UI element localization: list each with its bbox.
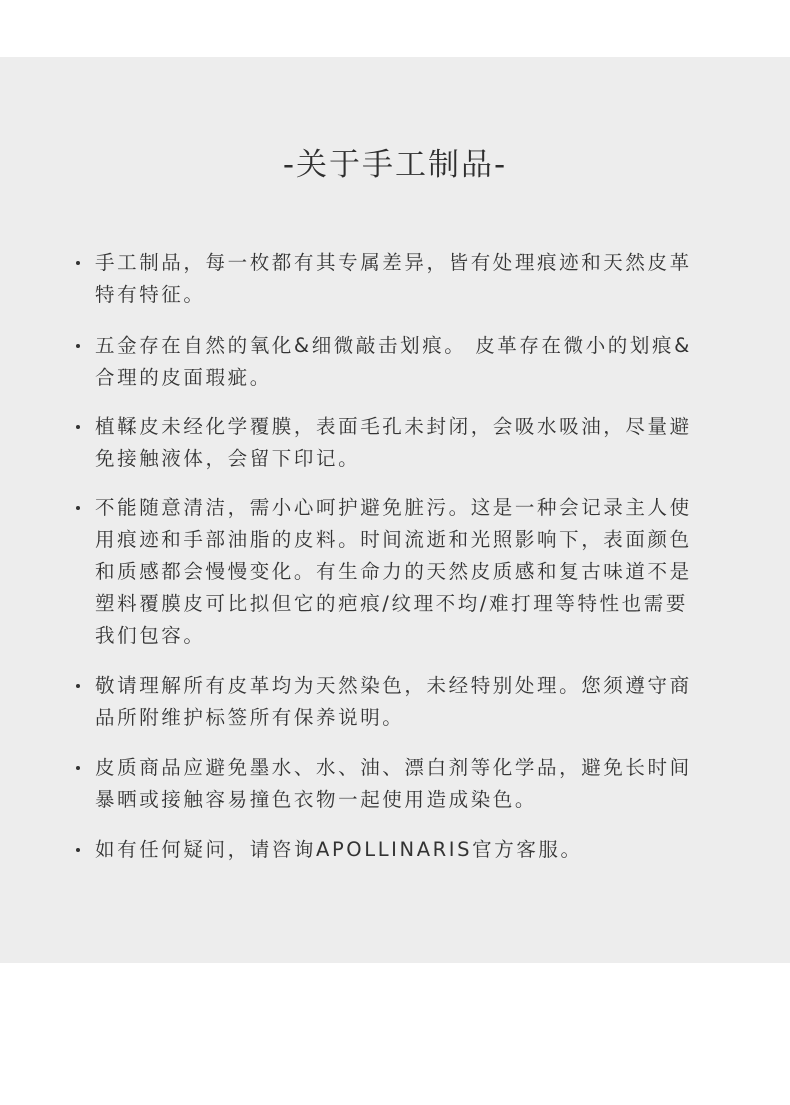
item-text-line: 不能随意清洁，需小心呵护避免脏污。这是一种会记录主人使 (95, 496, 692, 519)
item-text-line: 和质感都会慢慢变化。有生命力的天然皮质感和复古味道不是 (95, 560, 692, 583)
list-item (95, 411, 720, 475)
list-item (95, 492, 720, 652)
bullet-dot-icon (74, 330, 82, 362)
item-text-line: 敬请理解所有皮革均为天然染色，未经特别处理。您须遵守商 (95, 674, 692, 697)
bullet-dot-icon (74, 834, 82, 866)
section-title: -关于手工制品- (282, 147, 508, 183)
bullet-dot-icon (74, 670, 82, 702)
bullet-dot-icon (74, 492, 82, 524)
item-text-line: 品所附维护标签所有保养说明。 (95, 706, 405, 729)
item-text-line: 五金存在自然的氧化&细微敲击划痕。 皮革存在微小的划痕& (95, 334, 692, 357)
bullet-dot-icon (74, 752, 82, 784)
item-text-line: 皮质商品应避免墨水、水、油、漂白剂等化学品，避免长时间 (95, 756, 692, 779)
item-text-line: 用痕迹和手部油脂的皮料。时间流逝和光照影响下，表面颜色 (95, 528, 692, 551)
item-text-line: 塑料覆膜皮可比拟但它的疤痕/纹理不均/难打理等特性也需要 (95, 592, 688, 615)
list-item (95, 834, 720, 866)
item-text-line: 我们包容。 (95, 624, 206, 647)
item-text-line: 手工制品，每一枚都有其专属差异，皆有处理痕迹和天然皮革 (95, 251, 692, 274)
bullet-dot-icon (74, 411, 82, 443)
list-item (95, 670, 720, 734)
list-item (95, 330, 720, 394)
bullet-dot-icon (74, 247, 82, 279)
item-text-line: 特有特征。 (95, 283, 206, 306)
item-text-line: 合理的皮面瑕疵。 (95, 366, 272, 389)
item-text-line: 如有任何疑问，请咨询APOLLINARIS官方客服。 (95, 838, 583, 861)
item-text-line: 免接触液体，会留下印记。 (95, 447, 361, 470)
list-item (95, 247, 720, 311)
item-text-line: 植鞣皮未经化学覆膜，表面毛孔未封闭，会吸水吸油，尽量避 (95, 415, 692, 438)
list-item (95, 752, 720, 816)
item-text-line: 暴晒或接触容易撞色衣物一起使用造成染色。 (95, 788, 538, 811)
